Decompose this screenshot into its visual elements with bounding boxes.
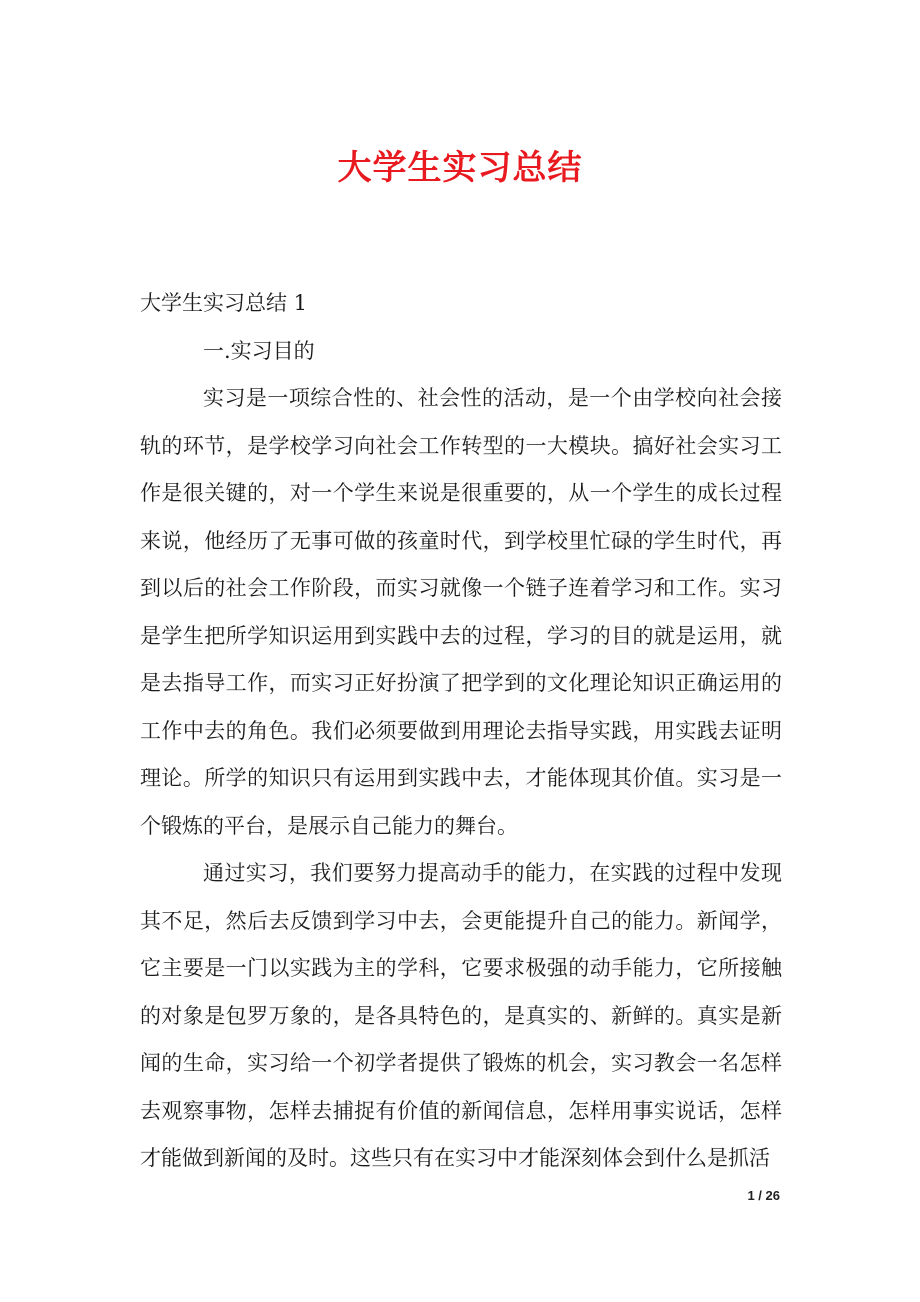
paragraph-1: 实习是一项综合性的、社会性的活动，是一个由学校向社会接轨的环节，是学校学习向社会工作转型的一大模块。搞好社会实习工作是很关键的，对一个学生来说是很重要的，从一个学生的成长过程来说，他经历了无事可做的孩童时代，到学校里忙碌的学生时代，再到以后的社会工作阶段，而实习就像一个链子连着学习和工作。实习是学生把所学知识运用到实践中去的过程，学习的目的就是运用，就是去指导工作，而实习正好扮演了把学到的文化理论知识正确运用的工作中去的角色。我们必须要做到用理论去指导实践，用实践去证明理论。所学的知识只有运用到实践中去，才能体现其价值。实习是一个锻炼的平台，是展示自己能力的舞台。 (140, 386, 782, 838)
page-number: 1 / 26 (747, 1188, 780, 1203)
paragraph-2: 通过实习，我们要努力提高动手的能力，在实践的过程中发现其不足，然后去反馈到学习中去，会更能提升自己的能力。新闻学，它主要是一门以实践为主的学科，它要求极强的动手能力，它所接触的对象是包罗万象的，是各具特色的，是真实的、新鲜的。真实是新闻的生命，实习给一个初学者提供了锻炼的机会，实习教会一名怎样去观察事物，怎样去捕捉有价值的新闻信息，怎样用事实说话，怎样才能做到新闻的及时。这些只有在实习中才能深刻体会到什么是抓活 (140, 861, 782, 1170)
document-body (140, 280, 782, 1183)
section-heading: 一.实习目的 (203, 338, 315, 363)
document-title: 大学生实习总结 (337, 148, 583, 188)
subheading: 大学生实习总结 1 (140, 291, 308, 315)
